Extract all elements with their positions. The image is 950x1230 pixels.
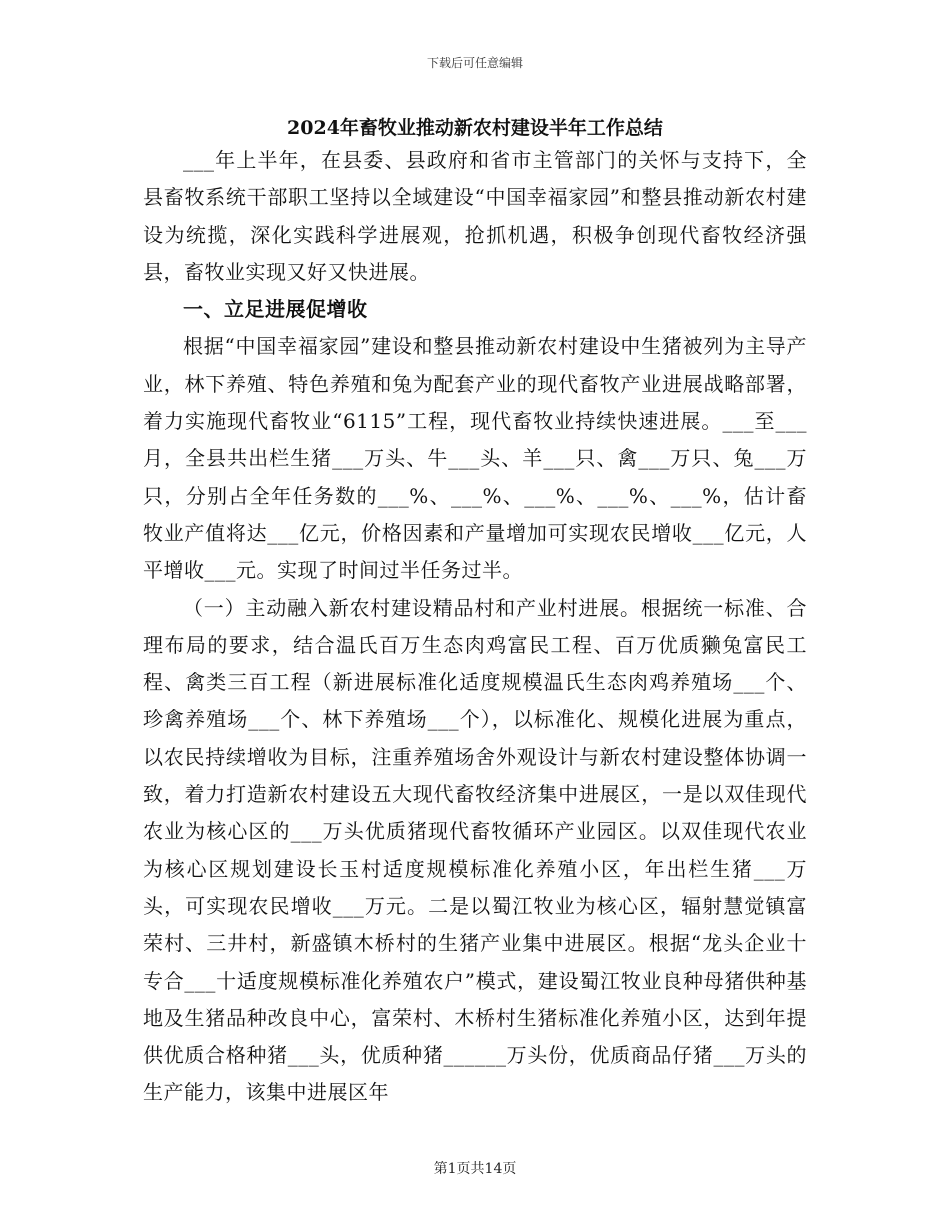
intro-paragraph: ___年上半年，在县委、县政府和省市主管部门的关怀与支持下，全县畜牧系统干部职工坚持以全域建设“中国幸福家园”和整县推动新农村建设为统揽，深化实践科学进展观，抢抓机遇，积极争创现代畜牧经济强县，畜牧业实现又好又快进展。 [143, 148, 807, 284]
subsection-paragraph: （一）主动融入新农村建设精品村和产业村进展。根据统一标准、合理布局的要求，结合温氏百万生态肉鸡富民工程、百万优质獭兔富民工程、禽类三百工程（新进展标准化适度规模温氏生态肉鸡养殖场___个、珍禽养殖场___个、林下养殖场___个），以标准化、规模化进展为重点，以农民持续增收为目标，注重养殖场舍外观设计与新农村建设整体协调一致，着力打造新农村建设五大现代畜牧经济集中进展区，一是以双佳现代农业为核心区的___万头优质猪现代畜牧循环产业园区。以双佳现代农业为核心区规划建设长玉村适度规模标准化养殖小区，年出栏生猪___万头，可实现农民增收___万元。二是以蜀江牧业为核心区，辐射慧觉镇富荣村、三井村，新盛镇木桥村的生猪产业集中进展区。根据“龙头企业十专合___十适度规模标准化养殖农户”模式，建设蜀江牧业良种母猪供种基地及生猪品种改良中心，富荣村、木桥村生猪标准化养殖小区，达到年提供优质合格种猪___头，优质种猪______万头份，优质商品仔猪___万头的生产能力，该集中进展区年 [143, 595, 807, 1105]
page-number: 第1页共14页 [433, 1161, 517, 1177]
header-note: 下载后可任意编辑 [426, 56, 523, 70]
document-body [143, 142, 807, 1112]
section-paragraph: 根据“中国幸福家园”建设和整县推动新农村建设中生猪被列为主导产业，林下养殖、特色养殖和兔为配套产业的现代畜牧产业进展战略部署，着力实施现代畜牧业“6115”工程，现代畜牧业持续快速进展。___至___月，全县共出栏生猪___万头、牛___头、羊___只、禽___万只、兔___万只，分别占全年任务数的___%、___%、___%、___%、___%，估计畜牧业产值将达___亿元，价格因素和产量增加可实现农民增收___亿元，人平增收___元。实现了时间过半任务过半。 [143, 334, 807, 583]
section-heading: 一、立足进展促增收 [183, 297, 368, 322]
document-title: 2024年畜牧业推动新农村建设半年工作总结 [287, 117, 663, 139]
